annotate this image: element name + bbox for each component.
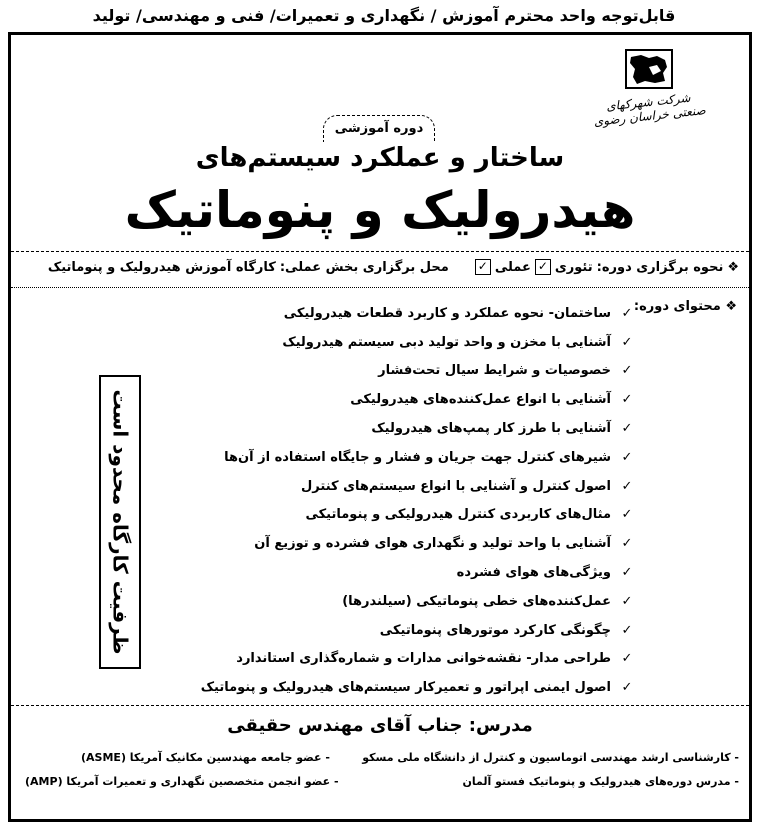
check-icon: ✓ xyxy=(621,392,633,408)
check-icon: ✓ xyxy=(621,536,633,552)
map-of-iran-icon xyxy=(625,49,673,89)
check-icon: ✓ xyxy=(621,421,633,437)
topics-list xyxy=(77,299,637,702)
list-item: ✓ عمل‌کننده‌های خطی پنوماتیکی (سیلندرها) xyxy=(77,587,637,616)
course-tag: دوره آموزشی xyxy=(323,115,435,142)
diamond-bullet-icon: ❖ xyxy=(725,299,737,314)
list-item: ✓ آشنایی با انواع عمل‌کننده‌های هیدرولیکی xyxy=(77,385,637,414)
divider xyxy=(11,705,749,706)
title-line-2: هیدرولیک و پنوماتیک xyxy=(124,181,636,239)
capacity-notice: ظرفیت کارگاه محدود است xyxy=(108,389,133,655)
check-icon: ✓ xyxy=(621,363,633,379)
check-icon: ✓ xyxy=(621,449,633,465)
teacher-name: مدرس: جناب آقای مهندس حقیقی xyxy=(227,715,533,736)
check-icon: ✓ xyxy=(621,680,633,696)
list-item: ✓ ویژگی‌های هوای فشرده xyxy=(77,558,637,587)
divider xyxy=(11,251,749,252)
company-name: شرکت شهرکهای صنعتی خراسان رضوی xyxy=(593,90,707,129)
notice-header: قابل‌توجه واحد محترم آموزش / نگهداری و تعمیرات/ فنی و مهندسی/ تولید xyxy=(92,6,676,25)
check-icon: ✓ xyxy=(621,334,633,350)
list-item: ✓ آشنایی با واحد تولید و نگهداری هوای فشرده و توزیع آن xyxy=(77,529,637,558)
theory-checkbox-icon: ✓ xyxy=(535,259,551,275)
list-item: ✓ چگونگی کارکرد موتورهای پنوماتیکی xyxy=(77,616,637,645)
check-icon: ✓ xyxy=(621,507,633,523)
company-logo xyxy=(589,49,709,129)
check-icon: ✓ xyxy=(621,305,633,321)
list-item: ✓ طراحی مدار- نقشه‌خوانی مدارات و شماره‌گذاری استاندارد xyxy=(77,645,637,674)
location-label: محل برگزاری بخش عملی: xyxy=(279,259,449,275)
credential-item: - کارشناسی ارشد مهندسی اتوماسیون و کنترل از دانشگاه ملی مسکو xyxy=(362,751,739,764)
check-icon: ✓ xyxy=(621,478,633,494)
list-item: ✓ آشنایی با مخزن و واحد تولید دبی سیستم هیدرولیک xyxy=(77,328,637,357)
location-value: کارگاه آموزش هیدرولیک و پنوماتیک xyxy=(47,259,276,275)
divider xyxy=(11,287,749,288)
content-label: ❖ محتوای دوره: xyxy=(633,299,737,314)
list-item: ✓ شیرهای کنترل جهت جریان و فشار و جایگاه استفاده از آن‌ها xyxy=(77,443,637,472)
credential-item: - مدرس دوره‌های هیدرولیک و پنوماتیک فستو آلمان xyxy=(462,775,739,788)
mode-practical: عملی xyxy=(494,259,531,275)
list-item: ✓ اصول کنترل و آشنایی با انواع سیستم‌های کنترل xyxy=(77,472,637,501)
list-item: ✓ آشنایی با طرز کار پمپ‌های هیدرولیک xyxy=(77,414,637,443)
list-item: ✓ خصوصیات و شرایط سیال تحت‌فشار xyxy=(77,357,637,386)
list-item: ✓ اصول ایمنی اپراتور و تعمیرکار سیستم‌های هیدرولیک و پنوماتیک xyxy=(77,673,637,702)
diamond-bullet-icon: ❖ xyxy=(727,259,739,275)
list-item: ✓ مثال‌های کاربردی کنترل هیدرولیکی و پنوماتیکی xyxy=(77,501,637,530)
check-icon: ✓ xyxy=(621,622,633,638)
mode-label: نحوه برگزاری دوره: xyxy=(596,259,724,275)
flyer-frame xyxy=(8,32,752,822)
course-info-row xyxy=(19,259,739,275)
check-icon: ✓ xyxy=(621,565,633,581)
title-line-1: ساختار و عملکرد سیستم‌های xyxy=(195,143,565,173)
check-icon: ✓ xyxy=(621,651,633,667)
credential-item: - عضو انجمن متخصصین نگهداری و تعمیرات آمریکا (AMP) xyxy=(25,775,339,788)
list-item: ✓ ساختمان- نحوه عملکرد و کاربرد قطعات هیدرولیکی xyxy=(77,299,637,328)
mode-theory: تئوری xyxy=(554,259,593,275)
check-icon: ✓ xyxy=(621,593,633,609)
practical-checkbox-icon: ✓ xyxy=(475,259,491,275)
capacity-notice-box xyxy=(99,375,141,669)
credential-item: - عضو جامعه مهندسین مکانیک آمریکا (ASME) xyxy=(81,751,330,764)
